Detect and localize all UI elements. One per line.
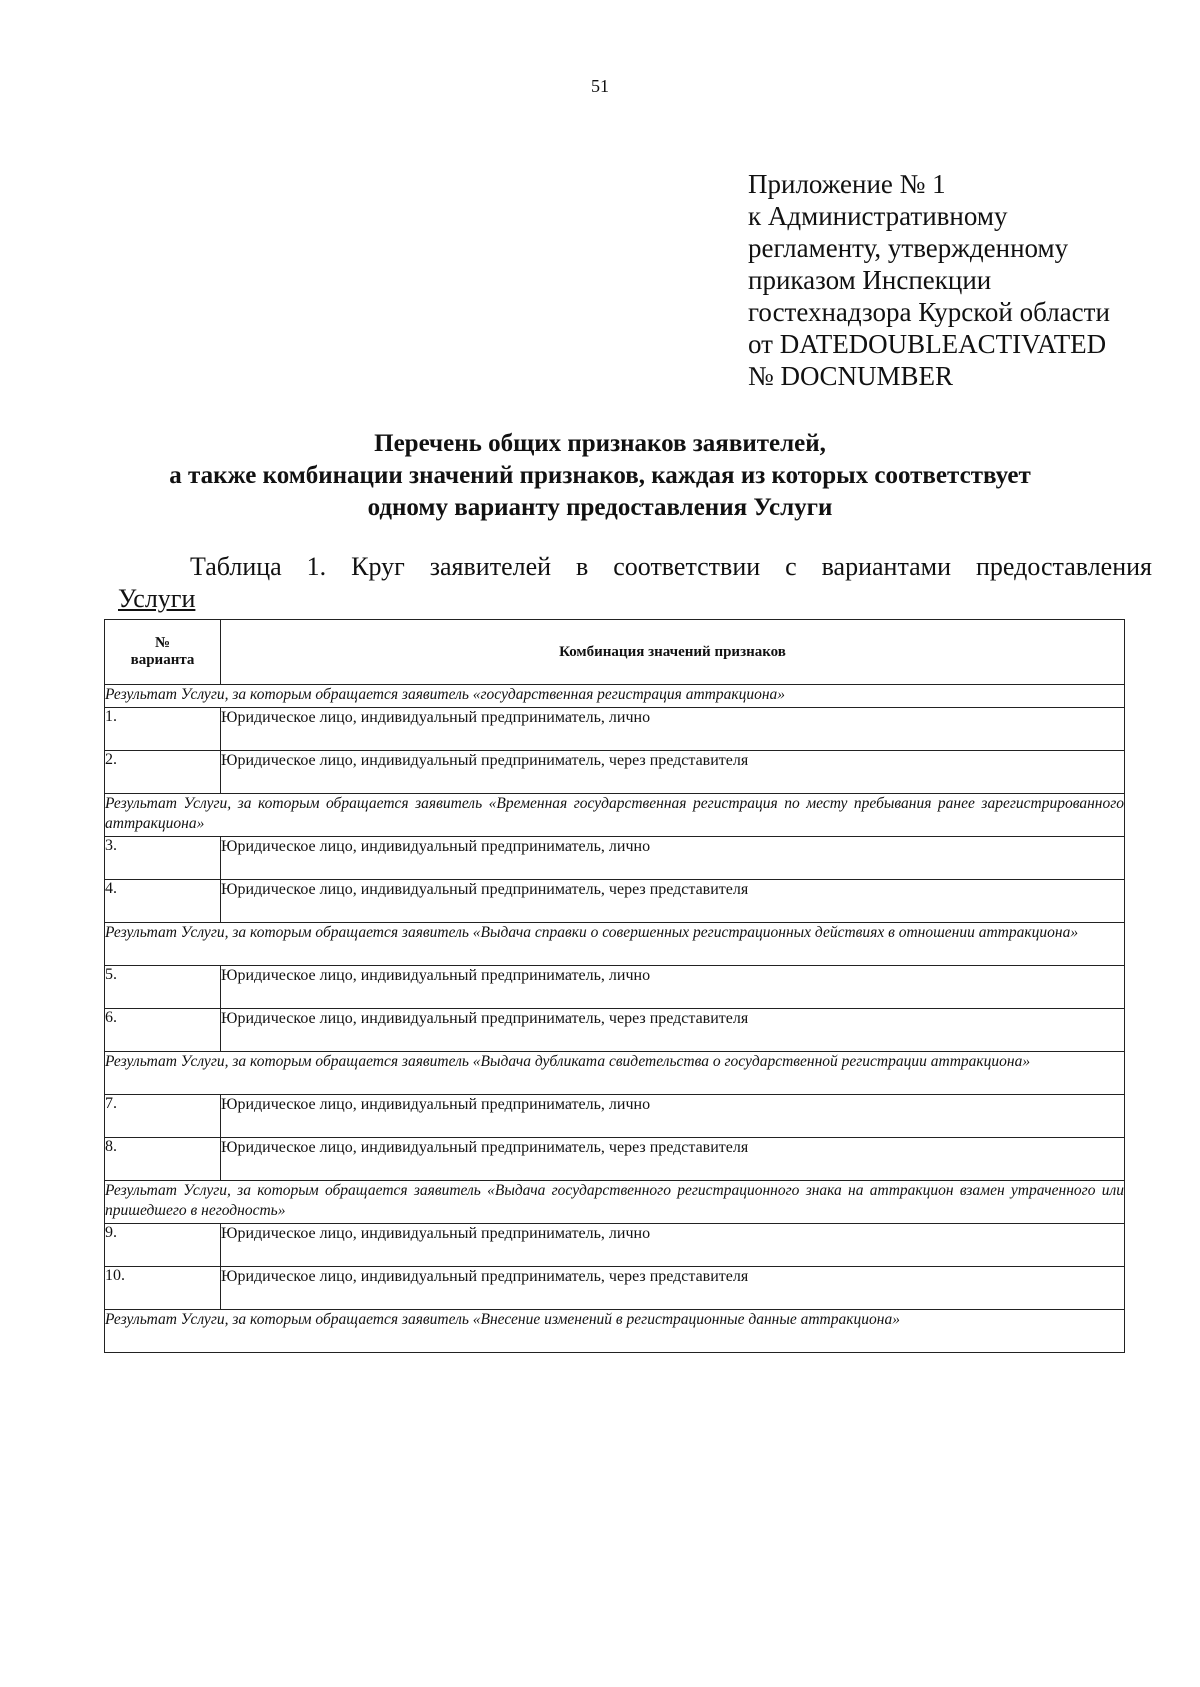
result-cell: Результат Услуги, за которым обращается заявитель «Выдача дубликата свидетельства о государственной регистрации аттракциона»	[105, 1052, 1125, 1095]
table-row	[105, 966, 1125, 1009]
table-row	[105, 1009, 1125, 1052]
variant-number: 4.	[105, 880, 221, 923]
document-title	[60, 428, 1140, 524]
variant-combination: Юридическое лицо, индивидуальный предприниматель, лично	[221, 966, 1125, 1009]
title-line: одному варианту предоставления Услуги	[367, 494, 833, 521]
table-row	[105, 708, 1125, 751]
header-variant-number	[105, 620, 221, 685]
result-row	[105, 923, 1125, 966]
appendix-line: регламенту, утвержденному	[748, 233, 1069, 263]
table-row	[105, 751, 1125, 794]
variant-combination: Юридическое лицо, индивидуальный предприниматель, лично	[221, 1224, 1125, 1267]
variant-number: 1.	[105, 708, 221, 751]
appendix-line: от DATEDOUBLEACTIVATED	[748, 329, 1107, 359]
variant-combination: Юридическое лицо, индивидуальный предприниматель, через представителя	[221, 751, 1125, 794]
result-cell: Результат Услуги, за которым обращается заявитель «Выдача справки о совершенных регистрационных действиях в отношении аттракциона»	[105, 923, 1125, 966]
result-cell: Результат Услуги, за которым обращается заявитель «Внесение изменений в регистрационные данные аттракциона»	[105, 1310, 1125, 1353]
variant-combination: Юридическое лицо, индивидуальный предприниматель, лично	[221, 708, 1125, 751]
result-row	[105, 1310, 1125, 1353]
result-row	[105, 1052, 1125, 1095]
table-caption-line: Таблица 1. Круг заявителей в соответствии с вариантами предоставления	[190, 552, 1152, 581]
header-combination: Комбинация значений признаков	[221, 620, 1125, 685]
variant-number: 10.	[105, 1267, 221, 1310]
result-row	[105, 794, 1125, 837]
result-row	[105, 1181, 1125, 1224]
variant-combination: Юридическое лицо, индивидуальный предприниматель, лично	[221, 1095, 1125, 1138]
variant-number: 6.	[105, 1009, 221, 1052]
table-row	[105, 837, 1125, 880]
appendix-line: к Административному	[748, 201, 1008, 231]
appendix-line: № DOCNUMBER	[748, 361, 954, 391]
table-header-row	[105, 620, 1125, 685]
title-line: Перечень общих признаков заявителей,	[374, 430, 826, 457]
table-caption-line: Услуги	[118, 584, 196, 613]
header-num-symbol: №	[154, 635, 171, 651]
page-number: 51	[591, 76, 609, 96]
variant-number: 3.	[105, 837, 221, 880]
variant-number: 2.	[105, 751, 221, 794]
table-caption	[118, 551, 1152, 615]
header-num-label: варианта	[130, 652, 195, 668]
table-row	[105, 1095, 1125, 1138]
variant-combination: Юридическое лицо, индивидуальный предприниматель, через представителя	[221, 1009, 1125, 1052]
result-cell: Результат Услуги, за которым обращается заявитель «Выдача государственного регистрационного знака на аттракцион взамен утраченного или пришедшего в негодность»	[105, 1181, 1125, 1224]
variant-combination: Юридическое лицо, индивидуальный предприниматель, через представителя	[221, 880, 1125, 923]
variant-number: 8.	[105, 1138, 221, 1181]
table-row	[105, 1267, 1125, 1310]
title-line: а также комбинации значений признаков, каждая из которых соответствует	[169, 462, 1031, 489]
table-row	[105, 1224, 1125, 1267]
appendix-line: приказом Инспекции	[748, 265, 992, 295]
appendix-line: гостехнадзора Курской области	[748, 297, 1110, 327]
variant-combination: Юридическое лицо, индивидуальный предприниматель, через представителя	[221, 1267, 1125, 1310]
result-cell: Результат Услуги, за которым обращается заявитель «государственная регистрация аттракциона»	[105, 685, 1125, 708]
result-row	[105, 685, 1125, 708]
variant-number: 5.	[105, 966, 221, 1009]
variant-combination: Юридическое лицо, индивидуальный предприниматель, лично	[221, 837, 1125, 880]
variant-number: 7.	[105, 1095, 221, 1138]
table-row	[105, 1138, 1125, 1181]
result-cell: Результат Услуги, за которым обращается заявитель «Временная государственная регистрация по месту пребывания ранее зарегистрированного аттракциона»	[105, 794, 1125, 837]
applicants-table	[104, 619, 1125, 1353]
table-row	[105, 880, 1125, 923]
variant-combination: Юридическое лицо, индивидуальный предприниматель, через представителя	[221, 1138, 1125, 1181]
appendix-line: Приложение № 1	[748, 169, 946, 199]
variant-number: 9.	[105, 1224, 221, 1267]
appendix-block	[748, 168, 1168, 392]
